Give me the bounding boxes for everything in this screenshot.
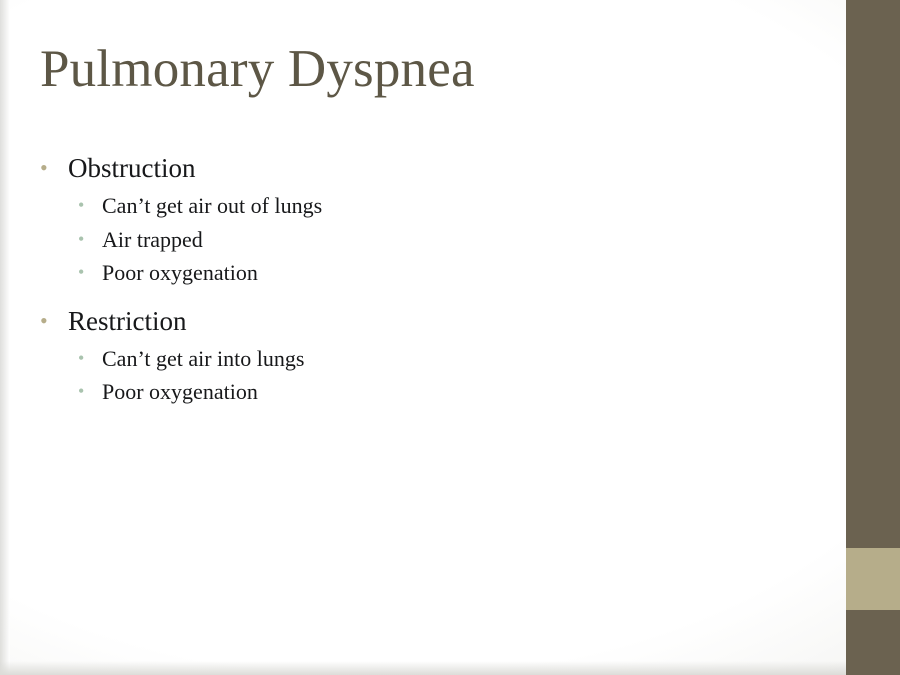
bullet-text: Air trapped — [102, 226, 203, 252]
background-bottom-shade — [0, 661, 846, 675]
background-left-shade — [0, 0, 10, 675]
bullet-text: Poor oxygenation — [102, 379, 258, 405]
slide-body — [40, 152, 810, 413]
bullet-text: Can’t get air into lungs — [102, 345, 305, 371]
bullet-text: Restriction — [68, 305, 187, 336]
outline-group-spacer — [40, 294, 810, 305]
bullet-marker-icon: • — [78, 381, 85, 402]
decorative-bar-middle — [846, 548, 900, 610]
bullet-level2 — [40, 193, 810, 219]
bullet-level2 — [40, 379, 810, 405]
decorative-bar-bottom — [846, 610, 900, 675]
bullet-marker-icon: • — [40, 155, 48, 180]
bullet-marker-icon: • — [78, 195, 85, 216]
bullet-level1 — [40, 152, 810, 184]
decorative-bar-top — [846, 0, 900, 548]
bullet-text: Can’t get air out of lungs — [102, 193, 323, 219]
bullet-text: Poor oxygenation — [102, 260, 258, 286]
bullet-level2 — [40, 346, 810, 372]
bullet-level1 — [40, 305, 810, 337]
slide-title: Pulmonary Dyspnea — [40, 40, 475, 98]
bullet-marker-icon: • — [78, 262, 85, 283]
bullet-marker-icon: • — [78, 347, 85, 368]
bullet-level2 — [40, 260, 810, 286]
bullet-marker-icon: • — [40, 307, 48, 333]
bullet-level2 — [40, 227, 810, 253]
bullet-text: Obstruction — [68, 153, 196, 183]
bullet-marker-icon: • — [78, 228, 85, 249]
